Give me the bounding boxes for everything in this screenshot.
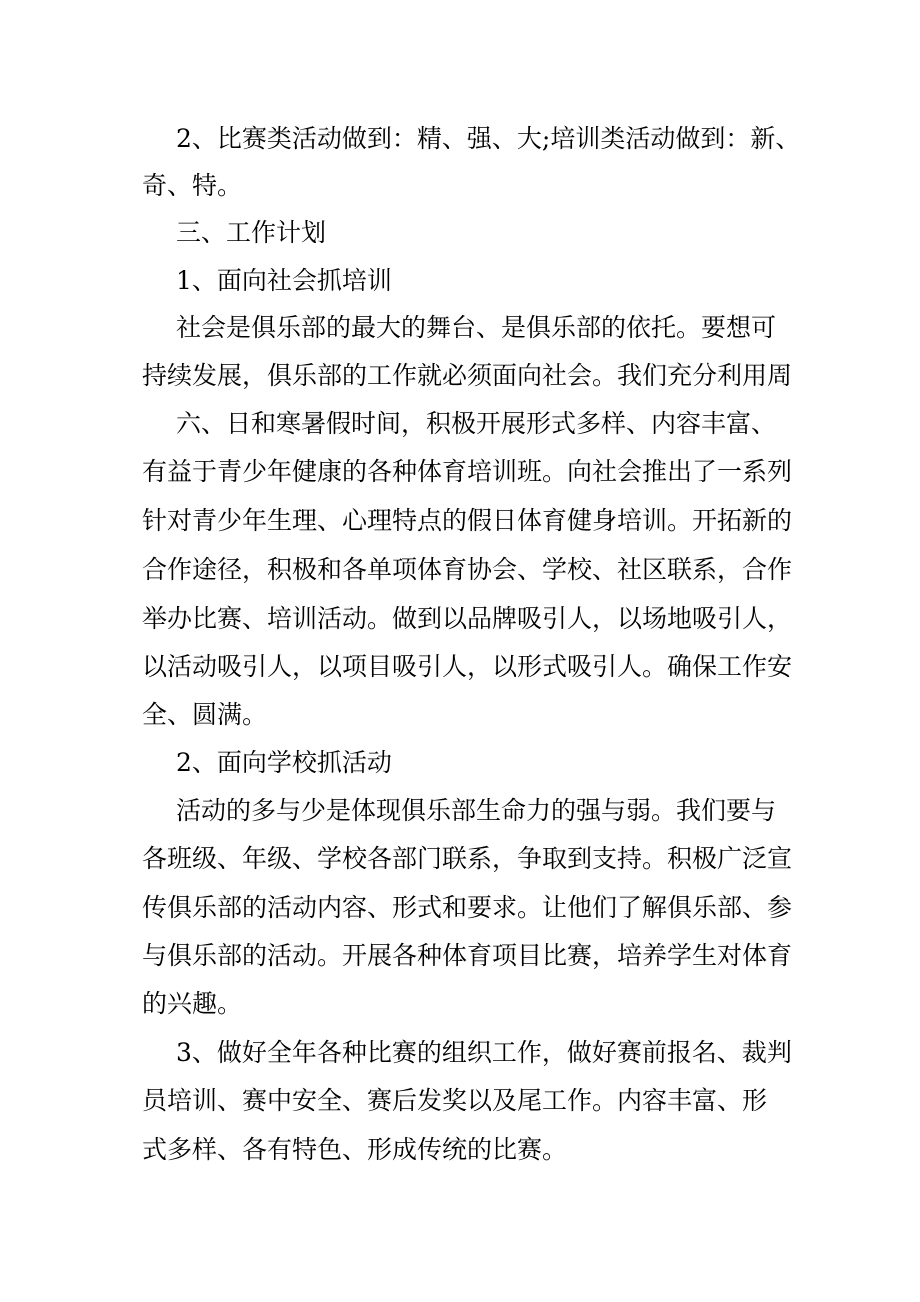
paragraph-line: 持续发展，俱乐部的工作就必须面向社会。我们充分利用周 [142, 361, 793, 390]
paragraph-line: 与俱乐部的活动。开展各种体育项目比赛，培养学生对体育 [142, 941, 793, 970]
paragraph-line: 传俱乐部的活动内容、形式和要求。让他们了解俱乐部、参 [142, 893, 793, 922]
paragraph-line: 全、圆满。 [142, 700, 268, 729]
paragraph-line: 3、做好全年各种比赛的组织工作，做好赛前报名、裁判 [176, 1038, 792, 1067]
paragraph-line: 举办比赛、培训活动。做到以品牌吸引人，以场地吸引人， [142, 604, 793, 633]
paragraph-line: 的兴趣。 [142, 989, 243, 1018]
paragraph-line: 合作途径，积极和各单项体育协会、学校、社区联系，合作 [142, 555, 793, 584]
paragraph-line: 活动的多与少是体现俱乐部生命力的强与弱。我们要与 [176, 796, 777, 825]
subsection-heading: 2、面向学校抓活动 [176, 748, 392, 777]
paragraph-line: 2、比赛类活动做到：精、强、大;培训类活动做到：新、 [176, 124, 801, 153]
section-heading: 三、工作计划 [176, 218, 327, 247]
paragraph-line: 以活动吸引人，以项目吸引人，以形式吸引人。确保工作安 [142, 652, 793, 681]
paragraph-line: 式多样、各有特色、形成传统的比赛。 [142, 1135, 568, 1164]
paragraph-line: 有益于青少年健康的各种体育培训班。向社会推出了一系列 [142, 457, 793, 486]
paragraph-line: 针对青少年生理、心理特点的假日体育健身培训。开拓新的 [142, 506, 793, 535]
paragraph-line: 六、日和寒暑假时间，积极开展形式多样、内容丰富、 [176, 409, 777, 438]
paragraph-line: 员培训、赛中安全、赛后发奖以及尾工作。内容丰富、形 [142, 1086, 768, 1115]
subsection-heading: 1、面向社会抓培训 [176, 266, 392, 295]
paragraph-line: 各班级、年级、学校各部门联系，争取到支持。积极广泛宣 [142, 844, 793, 873]
paragraph-line: 社会是俱乐部的最大的舞台、是俱乐部的依托。要想可 [176, 313, 777, 342]
paragraph-line: 奇、特。 [142, 171, 243, 200]
